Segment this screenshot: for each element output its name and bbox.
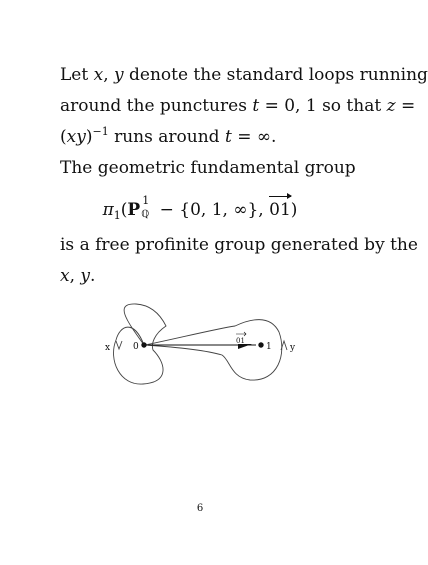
variable-xy: xy [66,127,86,147]
loop-around-1 [145,320,282,380]
label-x: x [105,343,111,353]
exponent: −1 [92,125,109,138]
puncture-1-dot [258,342,263,347]
label-y: y [290,343,296,353]
projective-line-symbol: P [127,200,141,220]
fundamental-group-formula: $\pi_1(P$ 1 ℚ − {0, 1, ∞}, 01) [102,194,298,222]
paragraph-line-5: is a free profinite group generated by the [60,235,418,255]
paragraph-line-4: The geometric fundamental group [60,158,356,178]
variable-t: t [224,127,232,147]
label-01: 01 [236,337,245,345]
paragraph-line-3: (xy)$^{-1}$ runs around t = ∞. [60,125,277,147]
tangential-basepoint: 01 [269,196,291,221]
label-01-overarrow-icon [236,332,246,336]
variable-z: z [386,96,396,116]
variable-x: x [93,65,104,85]
label-1: 1 [266,342,272,352]
paragraph-line-6: x, y. [60,266,96,286]
loop-x-arrow-icon [116,341,122,349]
pi-symbol: π [102,200,114,220]
loop-around-0 [114,304,166,384]
paragraph-line-1: Let x, y denote the standard loops running [60,65,428,85]
label-0: 0 [133,342,139,352]
paragraph-line-2: around the punctures t = 0, 1 so that z = [60,96,416,116]
projective-line-indices: 1 ℚ [141,194,150,220]
pi-subscript: 1 [113,209,121,222]
puncture-0-dot [141,342,146,347]
page-number: 6 [196,503,204,514]
variable-y: y [114,65,124,85]
variable-t: t [252,96,260,116]
